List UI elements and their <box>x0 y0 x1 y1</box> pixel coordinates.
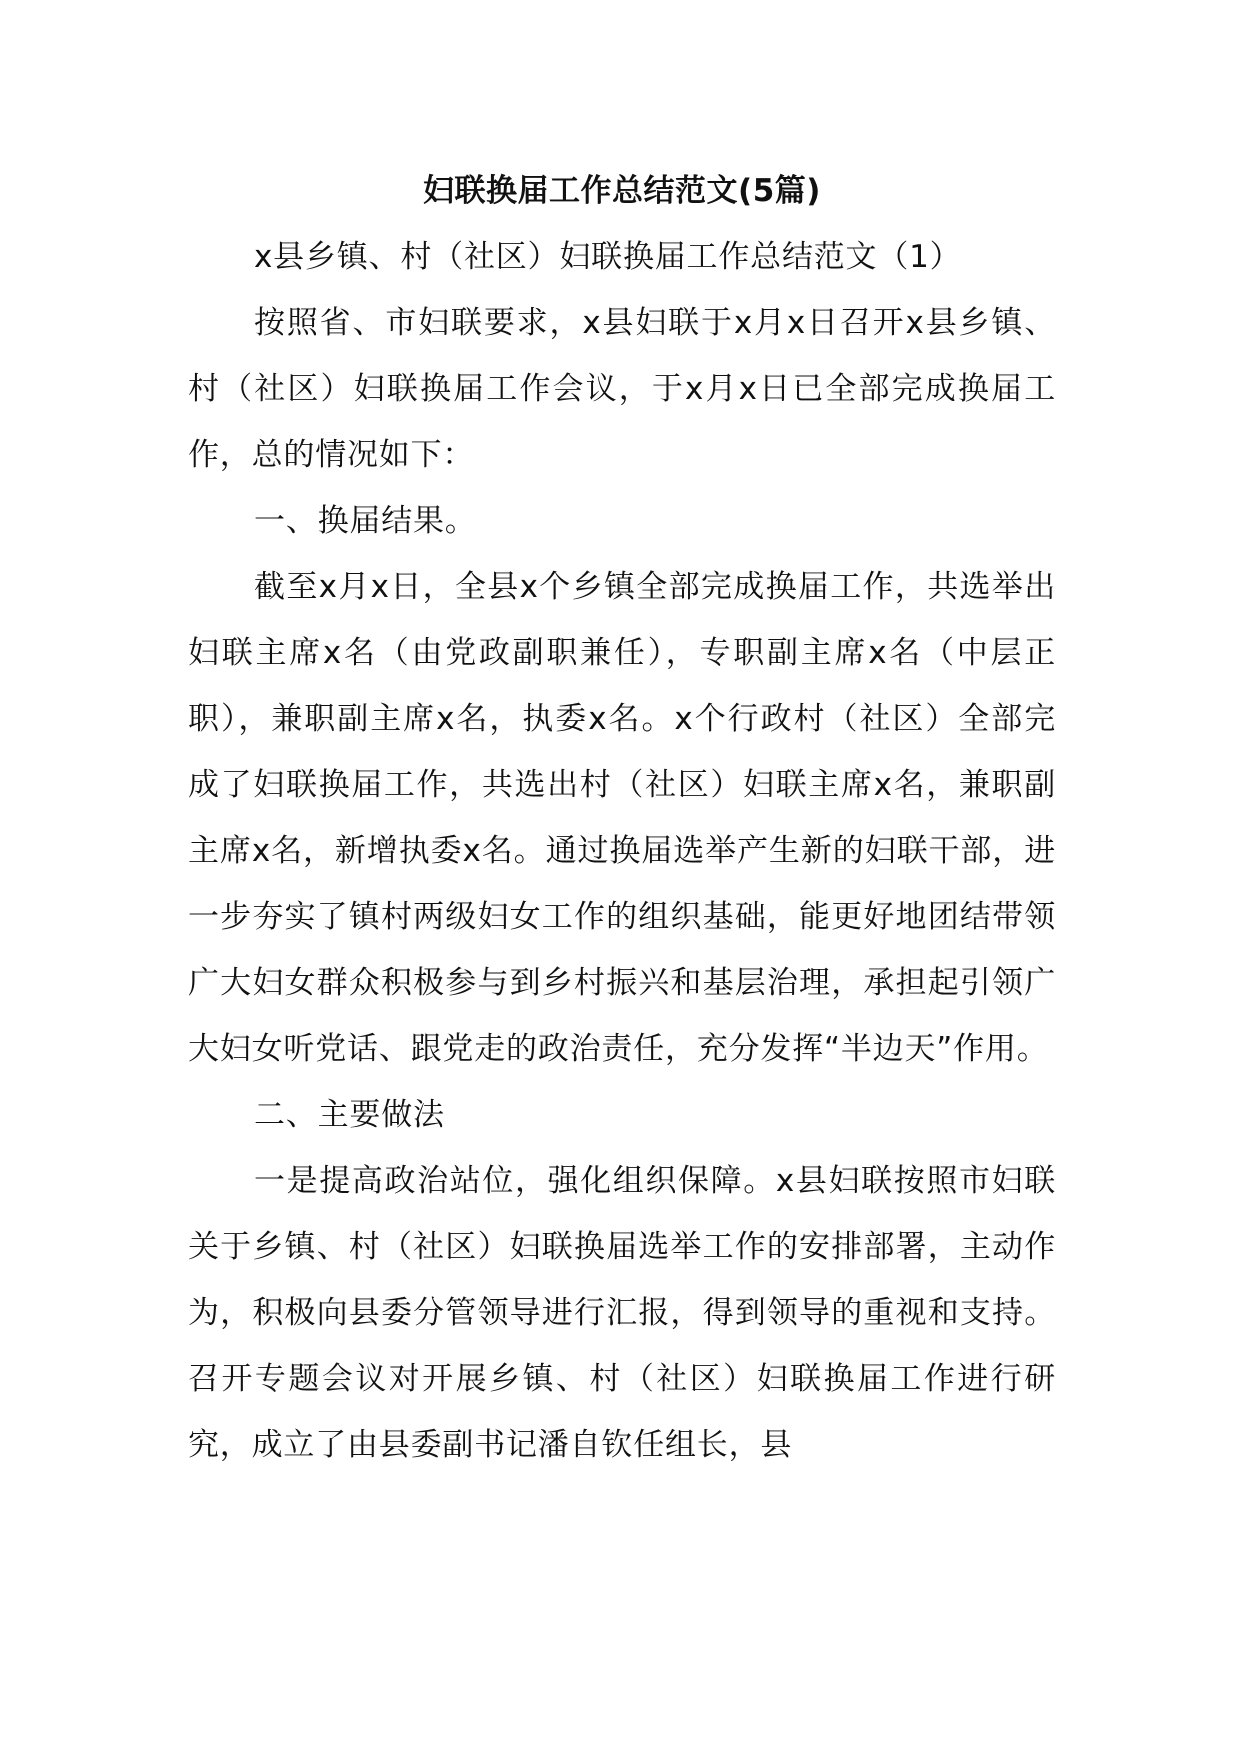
document-page <box>188 158 1056 1478</box>
section-heading-results: 一、换届结果。 <box>254 503 477 539</box>
paragraph-methods-1: 一是提高政治站位，强化组织保障。x县妇联按照市妇联关于乡镇、村（社区）妇联换届选举工作的安排部署，主动作为，积极向县委分管领导进行汇报，得到领导的重视和支持。召开专题会议对开展乡镇、村（社区）妇联换届工作进行研究，成立了由县委副书记潘自钦任组长，县 <box>188 1163 1056 1463</box>
document-title: 妇联换届工作总结范文(5篇) <box>423 173 821 209</box>
section-heading-methods: 二、主要做法 <box>254 1097 445 1133</box>
document-subtitle: x县乡镇、村（社区）妇联换届工作总结范文（1） <box>254 239 962 275</box>
paragraph-results: 截至x月x日，全县x个乡镇全部完成换届工作，共选举出妇联主席x名（由党政副职兼任），专职副主席x名（中层正职），兼职副主席x名，执委x名。x个行政村（社区）全部完成了妇联换届工作，共选出村（社区）妇联主席x名，兼职副主席x名，新增执委x名。通过换届选举产生新的妇联干部，进一步夯实了镇村两级妇女工作的组织基础，能更好地团结带领广大妇女群众积极参与到乡村振兴和基层治理，承担起引领广大妇女听党话、跟党走的政治责任，充分发挥“半边天”作用。 <box>188 569 1056 1067</box>
paragraph-intro: 按照省、市妇联要求，x县妇联于x月x日召开x县乡镇、村（社区）妇联换届工作会议，于x月x日已全部完成换届工作，总的情况如下： <box>188 305 1056 473</box>
